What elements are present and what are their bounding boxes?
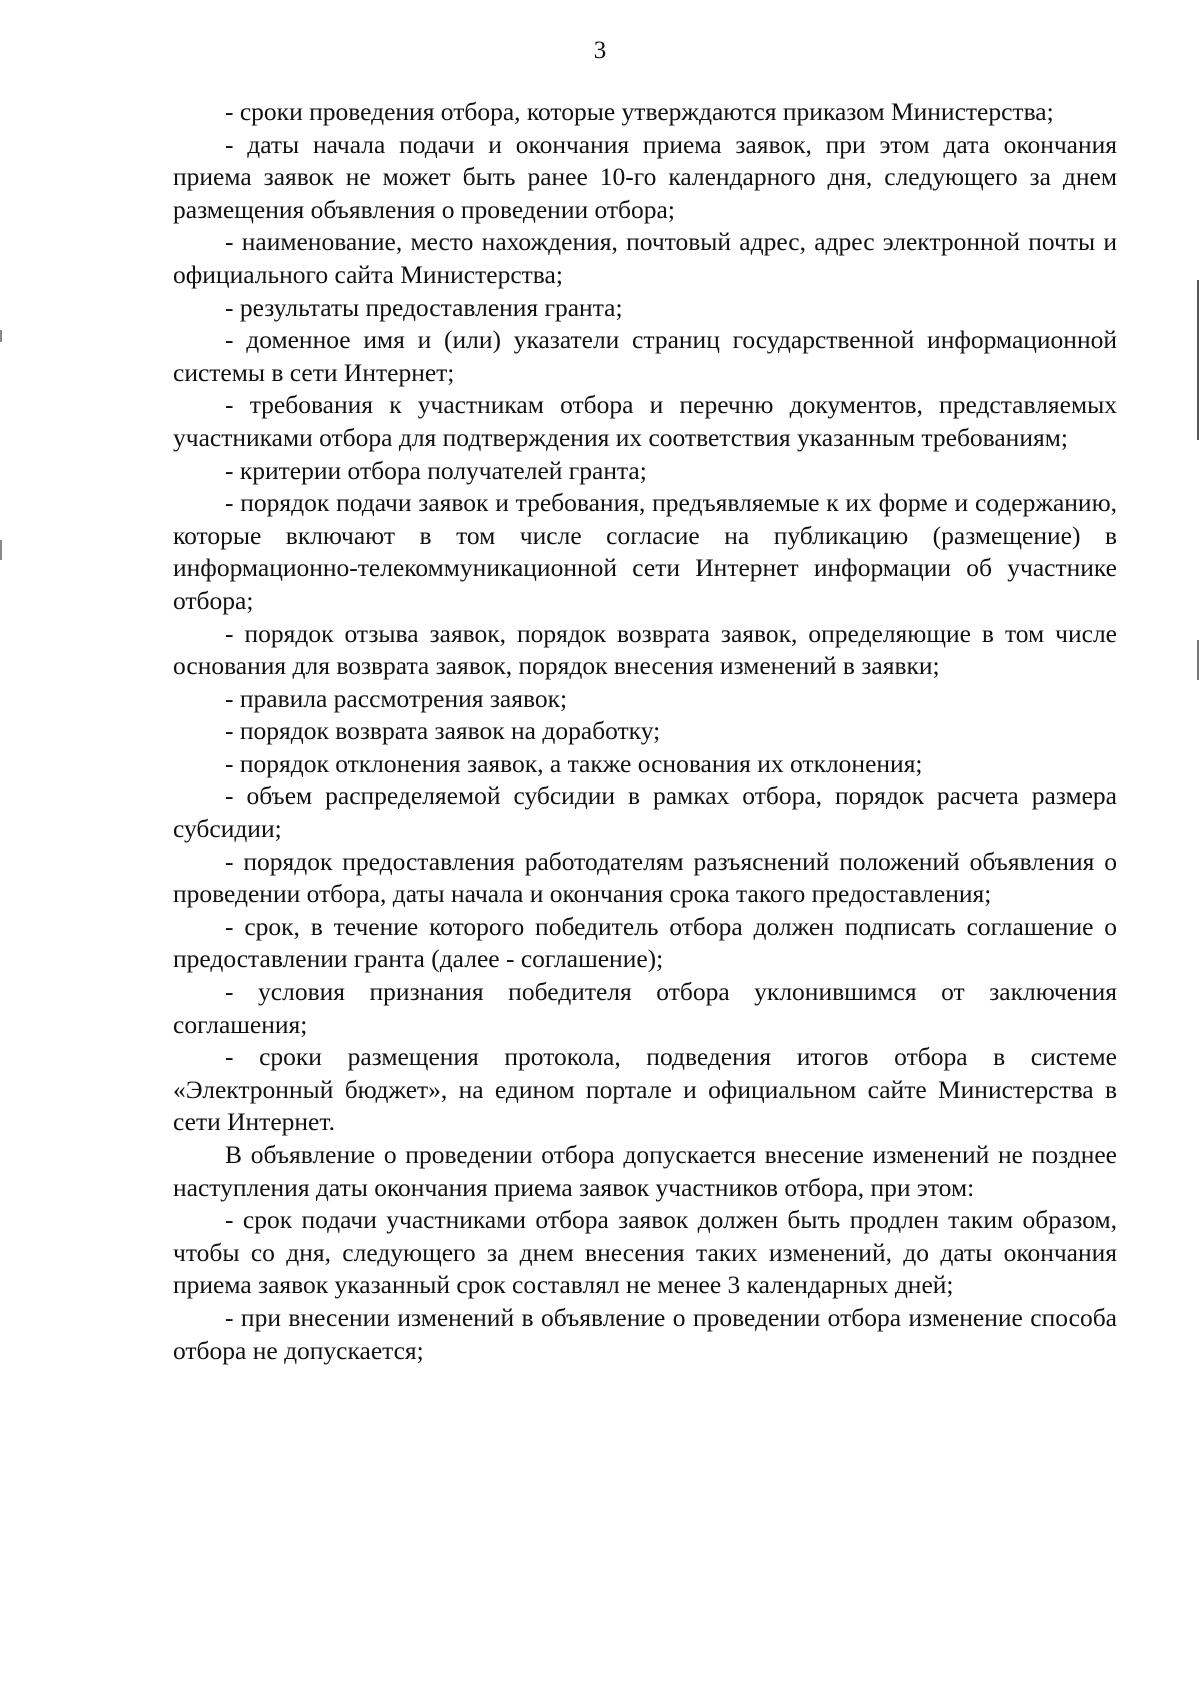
scan-edge-mark bbox=[1197, 280, 1199, 440]
paragraph-amendments: В объявление о проведении отбора допускается внесение изменений не позднее наступления даты окончания приема заявок участников отбора, при этом: bbox=[173, 1140, 1117, 1202]
list-item-grant-results: - результаты предоставления гранта; bbox=[225, 292, 623, 322]
list-item-method-change-prohibited: - при внесении изменений в объявление о проведении отбора изменение способа отбора не допускается; bbox=[173, 1302, 1117, 1365]
list-item-domain-name: - доменное имя и (или) указатели страниц государственной информационной системы в сети Интернет; bbox=[173, 325, 1117, 387]
list-item-selection-dates: - сроки проведения отбора, которые утверждаются приказом Министерства; bbox=[225, 97, 1054, 126]
list-item-ministry-contacts: - наименование, место нахождения, почтовый адрес, адрес электронной почты и официального сайта Министерства; bbox=[173, 227, 1117, 289]
list-item-return-for-revision: - порядок возврата заявок на доработку; bbox=[225, 716, 661, 746]
list-item-application-procedure: - порядок подачи заявок и требования, предъявляемые к их форме и содержанию, которые включают в том числе согласие на публикацию (размещение) в информационно-телекоммуникационной сети Интернет информации об участнике отбора; bbox=[173, 488, 1117, 615]
scan-edge-mark bbox=[0, 540, 2, 560]
list-item-review-rules: - правила рассмотрения заявок; bbox=[225, 683, 568, 713]
scan-edge-mark bbox=[1197, 640, 1199, 680]
page-number: 3 bbox=[593, 37, 607, 64]
list-item-protocol-publication: - сроки размещения протокола, подведения итогов отбора в системе «Электронный бюджет», на едином портале и официальном сайте Министерства в сети Интернет. bbox=[173, 1042, 1117, 1137]
scan-edge-mark bbox=[0, 330, 2, 342]
list-item-rejection-procedure: - порядок отклонения заявок, а также основания их отклонения; bbox=[225, 748, 923, 778]
list-item-participant-requirements: - требования к участникам отбора и перечню документов, представляемых участниками отбора для подтверждения их соответствия указанным требованиям; bbox=[173, 390, 1117, 452]
list-item-selection-criteria: - критерии отбора получателей гранта; bbox=[225, 455, 647, 485]
list-item-deadline-extension: - срок подачи участниками отбора заявок должен быть продлен таким образом, чтобы со дня, следующего за днем внесения таких изменений, до даты окончания приема заявок указанный срок составлял не менее 3 календарных дней; bbox=[173, 1205, 1117, 1300]
list-item-agreement-deadline: - срок, в течение которого победитель отбора должен подписать соглашение о предоставлении гранта (далее - соглашение); bbox=[173, 911, 1117, 974]
document-body bbox=[173, 96, 1117, 1367]
list-item-application-dates: - даты начала подачи и окончания приема заявок, при этом дата окончания приема заявок не может быть ранее 10-го календарного дня, следующего за днем размещения объявления о проведении отбора; bbox=[173, 129, 1117, 224]
list-item-evasion-conditions: - условия признания победителя отбора уклонившимся от заключения соглашения; bbox=[173, 977, 1117, 1039]
list-item-clarifications: - порядок предоставления работодателям разъяснений положений объявления о проведении отбора, даты начала и окончания срока такого предоставления; bbox=[173, 846, 1117, 909]
list-item-subsidy-volume: - объем распределяемой субсидии в рамках отбора, порядок расчета размера субсидии; bbox=[173, 781, 1117, 844]
list-item-withdrawal-procedure: - порядок отзыва заявок, порядок возврата заявок, определяющие в том числе основания для возврата заявок, порядок внесения изменений в заявки; bbox=[173, 618, 1117, 681]
